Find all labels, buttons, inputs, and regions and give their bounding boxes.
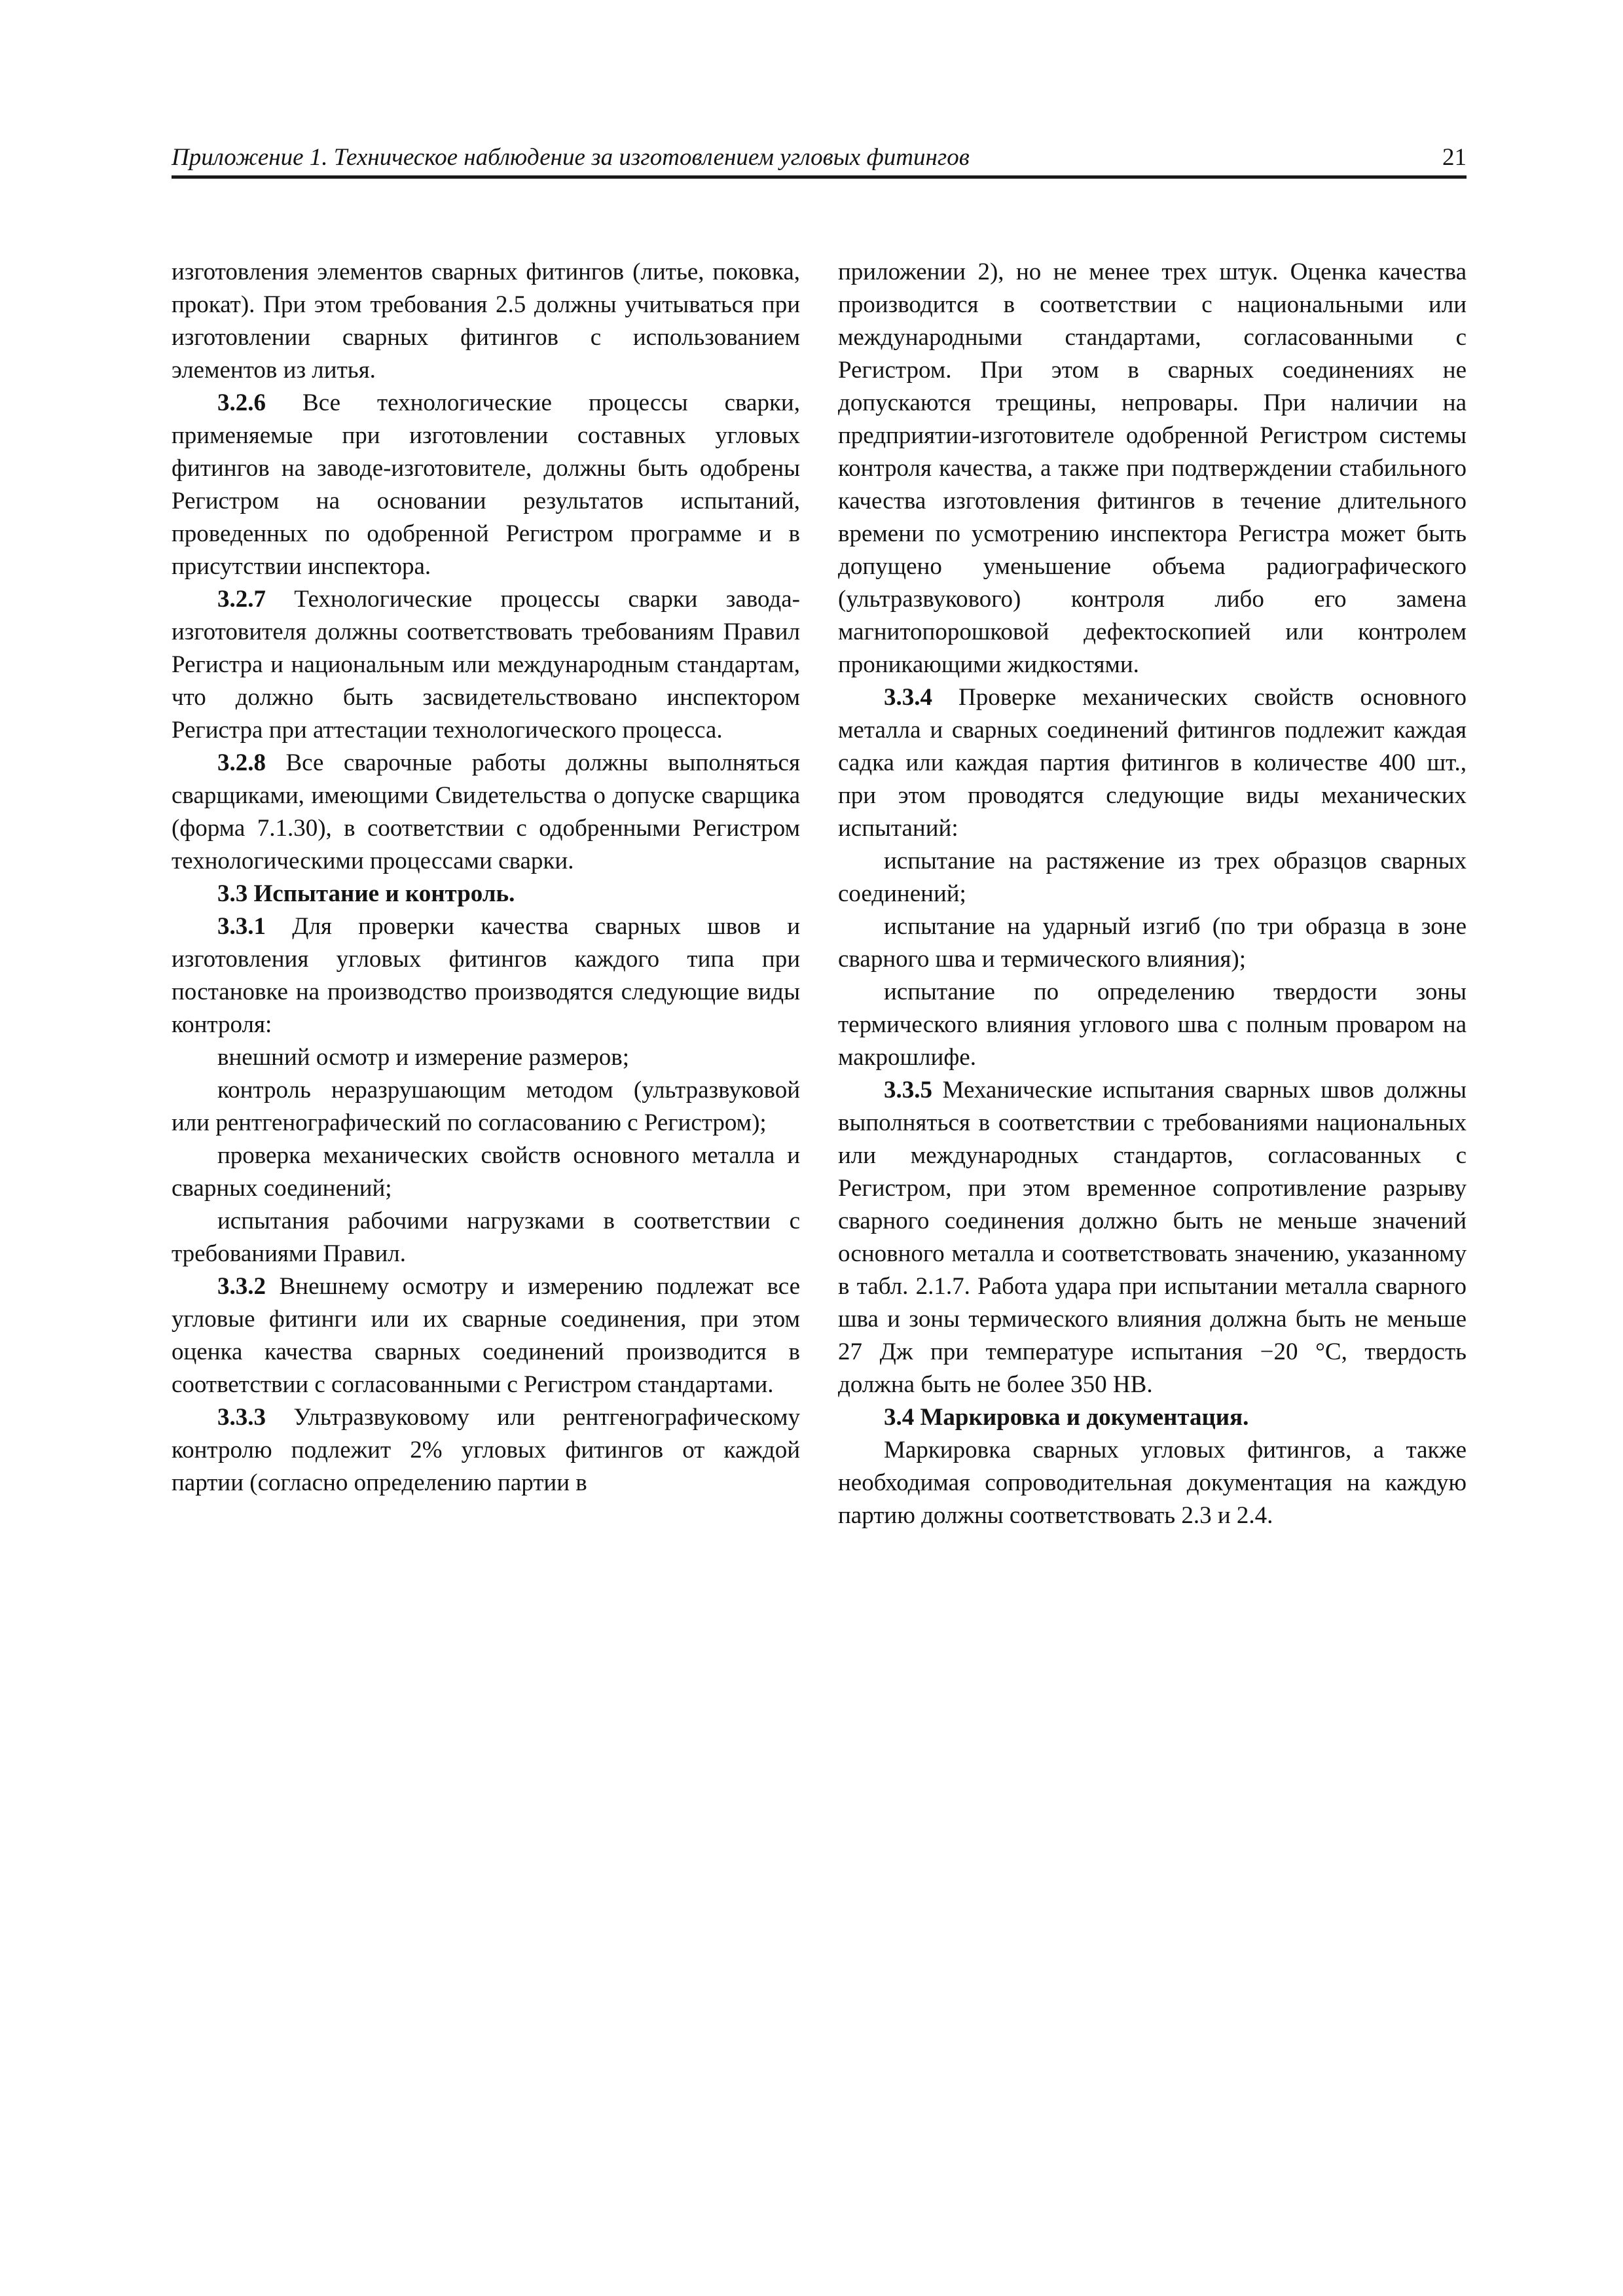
list-item-text: испытание на ударный изгиб (по три образца в зоне сварного шва и термического влияния); <box>838 913 1467 973</box>
paragraph-text: Ультразвуковому или рентгенографическому контролю подлежит 2% угловых фитингов от каждой партии (согласно определению партии в <box>172 1404 800 1496</box>
paragraph <box>838 1434 1467 1532</box>
paragraph <box>172 747 800 878</box>
list-item <box>838 845 1467 910</box>
list-item <box>172 1074 800 1139</box>
paragraph-text: Технологические процессы сварки завода-изготовителя должны соответствовать требованиям Правил Регистра и национальным или международным стандартам, что должно быть засвидетельствовано инспектором Регистра при аттестации технологического процесса. <box>172 586 800 744</box>
list-item <box>172 1041 800 1074</box>
list-item-text: испытания рабочими нагрузками в соответствии с требованиями Правил. <box>172 1208 800 1267</box>
paragraph-text: Проверке механических свойств основного металла и сварных соединений фитингов подлежит каждая садка или каждая партия фитингов в количестве 400 шт., при этом проводятся следующие виды механических испытаний: <box>838 684 1467 842</box>
section-heading-text: 3.3 Испытание и контроль. <box>217 880 515 907</box>
paragraph-text: Маркировка сварных угловых фитингов, а также необходимая сопроводительная документация на каждую партию должны соответствовать 2.3 и 2.4. <box>838 1437 1467 1529</box>
section-heading <box>838 1401 1467 1434</box>
section-number: 3.3.3 <box>217 1404 266 1431</box>
paragraph <box>838 256 1467 681</box>
running-header <box>172 140 1467 179</box>
paragraph <box>172 910 800 1041</box>
paragraph <box>838 681 1467 845</box>
list-item <box>172 1139 800 1205</box>
paragraph-text: Все технологические процессы сварки, применяемые при изготовлении составных угловых фитингов на заводе-изготовителе, должны быть одобрены Регистром на основании результатов испытаний, проведенных по одобренной Регистром программе и в присутствии инспектора. <box>172 389 800 580</box>
right-column <box>838 256 1467 1532</box>
paragraph-text: Все сварочные работы должны выполняться сварщиками, имеющими Свидетельства о допуске сварщика (форма 7.1.30), в соответствии с одобренными Регистром технологическими процессами сварки. <box>172 749 800 874</box>
list-item <box>838 910 1467 976</box>
section-heading-text: 3.4 Маркировка и документация. <box>884 1404 1249 1431</box>
section-number: 3.3.2 <box>217 1273 266 1300</box>
page-number: 21 <box>1442 144 1467 171</box>
paragraph-text: Для проверки качества сварных швов и изготовления угловых фитингов каждого типа при постановке на производство производятся следующие виды контроля: <box>172 913 800 1038</box>
section-number: 3.3.4 <box>884 684 932 711</box>
list-item-text: испытание по определению твердости зоны термического влияния углового шва с полным проваром на макрошлифе. <box>838 978 1467 1071</box>
paragraph-text: Внешнему осмотру и измерению подлежат все угловые фитинги или их сварные соединения, при этом оценка качества сварных соединений производится в соответствии с согласованными с Регистром стандартами. <box>172 1273 800 1398</box>
section-number: 3.2.7 <box>217 586 266 613</box>
list-item <box>172 1205 800 1270</box>
list-item-text: испытание на растяжение из трех образцов сварных соединений; <box>838 848 1467 907</box>
left-column <box>172 256 800 1499</box>
section-number: 3.3.1 <box>217 913 266 940</box>
list-item <box>838 976 1467 1074</box>
paragraph <box>172 1401 800 1499</box>
section-heading <box>172 878 800 910</box>
section-number: 3.3.5 <box>884 1077 932 1103</box>
paragraph-text: Механические испытания сварных швов должны выполняться в соответствии с требованиями национальных или международных стандартов, согласованных с Регистром, при этом временное сопротивление разрыву сварного соединения должно быть не меньше значений основного металла и соответствовать значению, указанному в табл. 2.1.7. Работа удара при испытании металла сварного шва и зоны термического влияния должна быть не меньше 27 Дж при температуре испытания −20 °С, твердость должна быть не более 350 HB. <box>838 1077 1467 1398</box>
list-item-text: проверка механических свойств основного металла и сварных соединений; <box>172 1142 800 1202</box>
paragraph <box>172 1270 800 1401</box>
list-item-text: контроль неразрушающим методом (ультразвуковой или рентгенографический по согласованию с Регистром); <box>172 1077 800 1136</box>
paragraph <box>838 1074 1467 1401</box>
paragraph <box>172 387 800 583</box>
section-number: 3.2.6 <box>217 389 266 416</box>
running-header-title: Приложение 1. Техническое наблюдение за изготовлением угловых фитингов <box>172 144 970 171</box>
paragraph-text: изготовления элементов сварных фитингов (литье, поковка, прокат). При этом требования 2.5 должны учитываться при изготовлении сварных фитингов с использованием элементов из литья. <box>172 259 800 384</box>
paragraph <box>172 583 800 747</box>
paragraph-text: приложении 2), но не менее трех штук. Оценка качества производится в соответствии с национальными или международными стандартами, согласованными с Регистром. При этом в сварных соединениях не допускаются трещины, непровары. При наличии на предприятии-изготовителе одобренной Регистром системы контроля качества, а также при подтверждении стабильного качества изготовления фитингов в течение длительного времени по усмотрению инспектора Регистра может быть допущено уменьшение объема радиографического (ультразвукового) контроля либо его замена магнитопорошковой дефектоскопией или контролем проникающими жидкостями. <box>838 259 1467 678</box>
list-item-text: внешний осмотр и измерение размеров; <box>217 1044 630 1071</box>
section-number: 3.2.8 <box>217 749 266 776</box>
paragraph <box>172 256 800 387</box>
